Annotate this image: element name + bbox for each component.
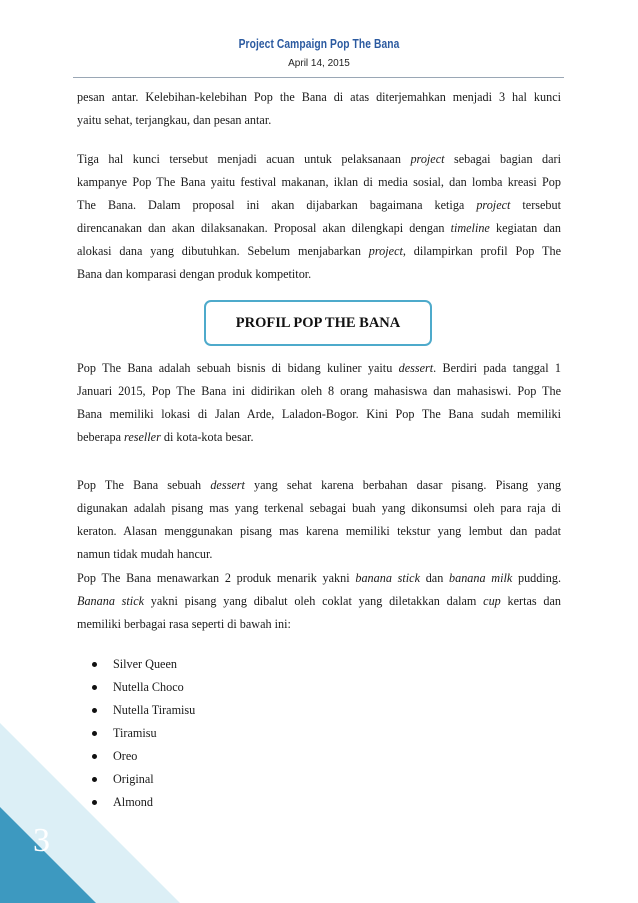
page-number: 3: [33, 822, 50, 859]
text-run: tersebut: [510, 198, 561, 212]
text-line: Bana dan komparasi dengan produk kompetitor.: [77, 267, 312, 281]
text-run: Tiga hal kunci tersebut menjadi acuan untuk pelaksanaan: [77, 152, 411, 166]
text-line: memiliki berbagai rasa seperti di bawah ini:: [77, 617, 291, 631]
text-line: [77, 357, 561, 380]
bullet-icon: [92, 708, 97, 713]
bullet-icon: [92, 662, 97, 667]
italic-term: banana stick: [355, 571, 420, 585]
italic-term: dessert: [210, 478, 245, 492]
text-line: [77, 194, 561, 217]
section-heading: PROFIL POP THE BANA: [235, 314, 401, 331]
document-header-title: Project Campaign Pop The Bana: [238, 37, 400, 51]
text-line: yaitu sehat, terjangkau, dan pesan antar.: [77, 113, 272, 127]
italic-term: cup: [483, 594, 501, 608]
text-run: yang sehat karena berbahan dasar pisang. Pisang yang: [244, 478, 561, 492]
text-line: namun tidak mudah hancur.: [77, 547, 213, 561]
italic-term: project: [368, 244, 403, 258]
italic-term: project: [476, 198, 511, 212]
text-line: [77, 148, 561, 171]
document-header-date: April 14, 2015: [288, 58, 350, 69]
text-run: The Bana. Dalam proposal ini akan dijabarkan bagaimana ketiga: [77, 198, 477, 212]
text-line: kampanye Pop The Bana yaitu festival makanan, iklan di media sosial, dan lomba kreasi Pop: [77, 175, 561, 189]
text-run: kegiatan dan: [489, 221, 561, 235]
text-run: kertas dan: [500, 594, 562, 608]
text-run: , dilampirkan profil Pop The: [402, 244, 561, 258]
text-run: Pop The Bana adalah sebuah bisnis di bidang kuliner yaitu: [77, 361, 399, 375]
text-line: [77, 474, 561, 497]
text-run: Pop The Bana menawarkan 2 produk menarik yakni: [77, 571, 356, 585]
text-run: direncanakan dan akan dilaksanakan. Proposal akan dilengkapi dengan: [77, 221, 451, 235]
text-line: digunakan adalah pisang mas yang terkenal sebagai buah yang dikonsumsi oleh para raja di: [77, 501, 561, 515]
page-corner-decoration: [0, 723, 180, 903]
text-run: sebagai bagian dari: [444, 152, 561, 166]
text-line: keraton. Alasan menggunakan pisang mas karena memiliki tekstur yang lembut dan padat: [77, 524, 561, 538]
italic-term: project: [410, 152, 445, 166]
paragraph-key-points: [77, 86, 561, 132]
list-item-label: Oreo: [113, 749, 138, 763]
list-item-label: Silver Queen: [113, 657, 177, 671]
paragraph-company-profile: [77, 357, 561, 449]
text-line: Januari 2015, Pop The Bana ini didirikan oleh 8 orang mahasiswa dan mahasiswi. Pop The: [77, 384, 561, 398]
paragraph-product-offer: [77, 567, 561, 636]
list-item-label: Nutella Tiramisu: [113, 703, 196, 717]
text-line: [77, 567, 561, 590]
text-run: yakni pisang yang dibalut oleh coklat yang diletakkan dalam: [144, 594, 484, 608]
list-item: [92, 653, 195, 676]
text-line: [77, 240, 561, 263]
header-divider: [73, 77, 564, 78]
list-item-label: Original: [113, 772, 154, 786]
list-item-label: Almond: [113, 795, 153, 809]
italic-term: Banana stick: [77, 594, 145, 608]
text-line: pesan antar. Kelebihan-kelebihan Pop the Bana di atas diterjemahkan menjadi 3 hal kunci: [77, 90, 561, 104]
text-run: di kota-kota besar.: [160, 430, 254, 444]
list-item-label: Nutella Choco: [113, 680, 184, 694]
section-heading-box: [204, 300, 432, 346]
text-line: Bana memiliki lokasi di Jalan Arde, Laladon-Bogor. Kini Pop The Bana sudah memiliki: [77, 407, 561, 421]
list-item: [92, 699, 195, 722]
text-run: pudding.: [512, 571, 561, 585]
text-line: [77, 426, 561, 449]
italic-term: banana milk: [449, 571, 513, 585]
text-run: alokasi dana yang dibutuhkan. Sebelum menjabarkan: [77, 244, 369, 258]
text-run: dan: [419, 571, 450, 585]
text-run: Pop The Bana sebuah: [77, 478, 211, 492]
paragraph-campaign-overview: [77, 148, 561, 286]
text-run: . Berdiri pada tanggal 1: [433, 361, 561, 375]
list-item-label: Tiramisu: [113, 726, 157, 740]
paragraph-product-ingredient: [77, 474, 561, 566]
text-run: beberapa: [77, 430, 125, 444]
italic-term: timeline: [450, 221, 490, 235]
list-item: [92, 676, 195, 699]
text-line: [77, 590, 561, 613]
italic-term: reseller: [124, 430, 161, 444]
bullet-icon: [92, 685, 97, 690]
italic-term: dessert: [398, 361, 434, 375]
text-line: [77, 217, 561, 240]
